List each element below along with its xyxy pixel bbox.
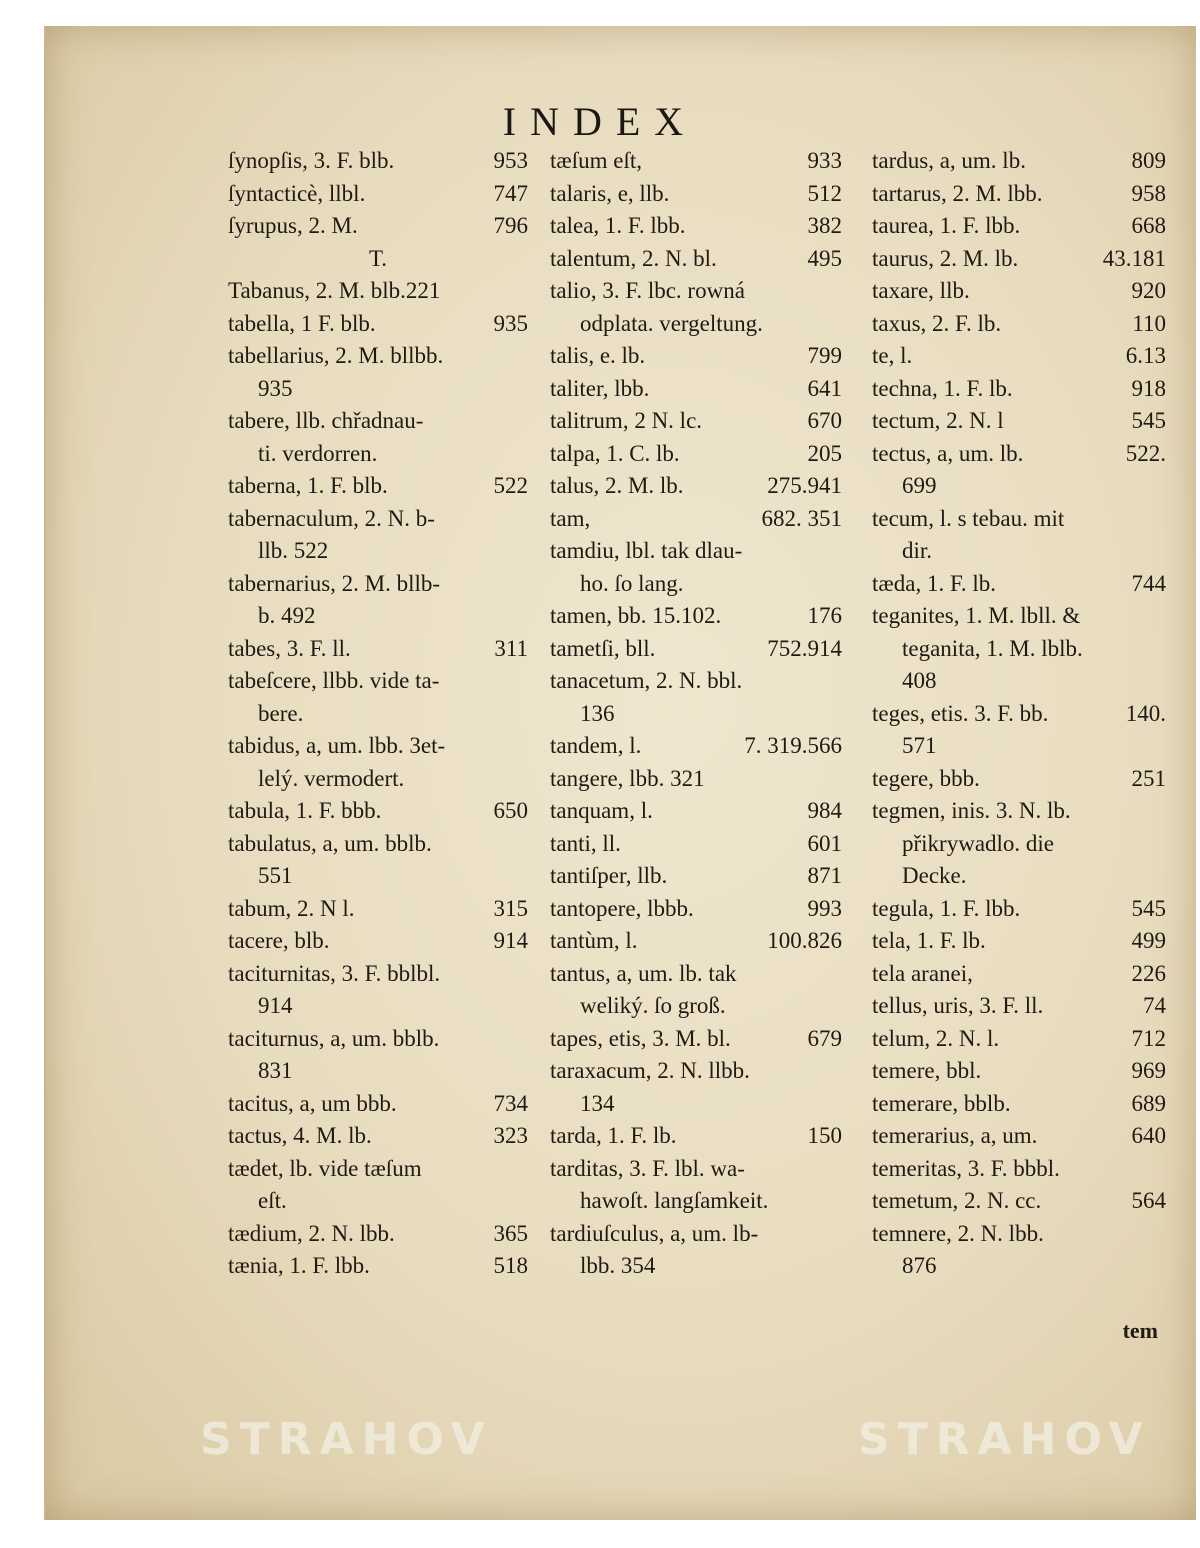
index-page-ref: 969 [1131,1058,1166,1083]
index-entry [550,730,842,763]
index-entry [550,1250,842,1283]
index-entry [550,860,842,893]
index-term: 571 [902,733,937,758]
index-page-ref: 512 [807,180,842,206]
index-term: tantùm, l. [550,928,638,953]
index-entry [228,1153,528,1186]
index-term: tegula, 1. F. lbb. [872,895,1021,921]
index-entry [228,958,528,991]
index-term: tabidus, a, um. lbb. 3et- [228,733,446,758]
index-term: přikrywadlo. die [902,830,1055,856]
index-term: tectus, a, um. lb. [872,440,1024,466]
index-term: taurea, 1. F. lbb. [872,213,1021,238]
index-entry [872,145,1166,178]
index-entry [872,958,1166,991]
index-entry [228,405,528,438]
index-term: tabulatus, a, um. bblb. [228,830,432,856]
index-entry [550,1088,842,1121]
index-term: tantopere, lbbb. [550,895,694,921]
index-entry [228,925,528,958]
index-entry [550,243,842,276]
index-term: te, l. [872,343,913,368]
index-term: 914 [258,993,293,1018]
index-entry [872,1088,1166,1121]
index-term: taurus, 2. M. lb. [872,245,1019,271]
index-page-ref: 6.13 [1125,343,1166,368]
index-page-ref: 140. [1125,700,1166,726]
index-entry [228,730,528,763]
index-term: tanacetum, 2. N. bbl. [550,668,743,693]
index-term: tecum, l. s tebau. mit [872,505,1065,531]
index-page-ref: 205 [807,440,842,466]
index-term: talpa, 1. C. lb. [550,440,680,466]
index-entry [550,828,842,861]
index-term: temerare, bblb. [872,1090,1011,1116]
index-entry [550,795,842,828]
watermark-left: STRAHOV [200,1414,493,1465]
index-page-ref: 499 [1131,928,1166,953]
index-entry [550,340,842,373]
index-entry [228,1120,528,1153]
index-entry [550,373,842,406]
index-entry [872,730,1166,763]
index-term: teganites, 1. M. lbll. & [872,603,1081,628]
index-column-1 [228,145,528,1283]
index-term: odplata. vergeltung. [580,310,763,336]
index-page-ref: 545 [1131,895,1166,921]
index-term: tabum, 2. N l. [228,895,355,921]
index-term: tanquam, l. [550,798,653,823]
index-entry [872,600,1166,633]
index-page-ref: 522. [1125,440,1166,466]
index-term: tardus, a, um. lb. [872,148,1026,173]
index-page-ref: 918 [1131,375,1166,401]
index-term: tacere, blb. [228,928,330,953]
index-entry [550,893,842,926]
index-entry [228,210,528,243]
index-column-2 [550,145,842,1283]
index-entry [228,1218,528,1251]
index-term: tela aranei, [872,960,973,986]
index-term: b. 492 [258,603,316,628]
index-term: tacitus, a, um bbb. [228,1090,397,1116]
index-entry [228,470,528,503]
index-page-ref: 670 [807,408,842,433]
index-term: temnere, 2. N. lbb. [872,1220,1044,1246]
index-entry [550,275,842,308]
index-page-ref: 682. 351 [761,505,842,531]
index-page-ref: 799 [807,343,842,368]
index-entry [872,633,1166,666]
index-term: lelý. vermodert. [258,765,405,791]
index-page-ref: 564 [1131,1188,1166,1213]
page-title: INDEX [502,99,698,144]
index-entry [872,470,1166,503]
index-entry [550,503,842,536]
index-entry [872,340,1166,373]
index-term: tæſum eſt, [550,148,642,173]
index-term: taciturnitas, 3. F. bblbl. [228,960,441,986]
index-term: talaris, e, llb. [550,180,670,206]
index-term: tandem, l. [550,733,642,758]
index-page-ref: 744 [1131,570,1166,596]
index-page-ref: 689 [1131,1090,1166,1116]
index-term: teganita, 1. M. lblb. [902,635,1083,661]
index-page-ref: 176 [807,603,842,628]
index-term: weliký. ſo groß. [580,993,726,1018]
index-term: tæda, 1. F. lb. [872,570,997,596]
index-term: 935 [258,375,293,401]
index-page-ref: 747 [493,180,528,206]
index-term: ti. verdorren. [258,440,378,466]
index-entry [872,698,1166,731]
index-entry [228,1055,528,1088]
index-term: 831 [258,1058,293,1083]
index-entry [228,893,528,926]
index-entry [872,1055,1166,1088]
index-term: taliter, lbb. [550,375,650,401]
index-entry [872,178,1166,211]
index-entry [872,210,1166,243]
index-entry [228,990,528,1023]
index-page-ref: 7. 319.566 [744,733,842,758]
index-entry [550,470,842,503]
index-term: Tabanus, 2. M. blb.221 [228,278,441,303]
index-entry [550,1185,842,1218]
index-page-ref: 495 [807,245,842,271]
index-term: tabere, llb. chřadnau- [228,408,424,433]
index-term: taciturnus, a, um. bblb. [228,1025,440,1051]
index-entry [228,568,528,601]
index-term: tarda, 1. F. lb. [550,1123,677,1148]
index-term: talis, e. lb. [550,343,646,368]
index-term: tellus, uris, 3. F. ll. [872,993,1044,1018]
index-entry [228,178,528,211]
index-page-ref: 953 [493,148,528,173]
index-entry [228,795,528,828]
catchword: tem [1122,1318,1158,1343]
index-page-ref: 712 [1131,1025,1166,1051]
index-term: tabeſcere, llbb. vide ta- [228,668,440,693]
index-page-ref: 275.941 [767,473,842,498]
index-term: ſyrupus, 2. M. [228,213,358,238]
index-page-ref: 734 [493,1090,528,1116]
index-entry [550,308,842,341]
index-term: ho. ſo lang. [580,570,684,596]
index-entry [228,308,528,341]
index-term: talea, 1. F. lbb. [550,213,686,238]
index-entry [550,1120,842,1153]
index-term: tapes, etis, 3. M. bl. [550,1025,731,1051]
index-term: 876 [902,1253,937,1278]
index-page-ref: 914 [493,928,528,953]
index-page-ref: 920 [1131,278,1166,303]
index-page-ref: 311 [494,635,528,661]
index-page-ref: 679 [807,1025,842,1051]
index-term: tædium, 2. N. lbb. [228,1220,395,1246]
index-term: llb. 522 [258,538,329,563]
index-page-ref: 641 [807,375,842,401]
index-term: tametſi, bll. [550,635,656,661]
index-entry [550,925,842,958]
index-term: hawoſt. langſamkeit. [580,1188,769,1213]
index-page-ref: 545 [1131,408,1166,433]
index-page-ref: 871 [807,863,842,888]
index-page-ref: 226 [1131,960,1166,986]
index-term: ſyntacticè, llbl. [228,180,366,206]
index-entry [550,568,842,601]
index-page-ref: 650 [493,798,528,823]
index-term: taberna, 1. F. blb. [228,473,388,498]
index-page-ref: 601 [807,830,842,856]
index-page-ref: 935 [493,310,528,336]
index-entry [228,665,528,698]
index-term: techna, 1. F. lb. [872,375,1013,401]
index-page-ref: 796 [493,213,528,238]
index-term: 699 [902,473,937,498]
index-term: temetum, 2. N. cc. [872,1188,1042,1213]
index-entry [228,503,528,536]
index-entry [872,405,1166,438]
index-entry [872,535,1166,568]
index-term: temeritas, 3. F. bbbl. [872,1155,1060,1181]
index-entry [872,860,1166,893]
index-entry [550,145,842,178]
index-term: 134 [580,1090,615,1116]
index-entry [550,438,842,471]
index-entry [228,860,528,893]
index-term: tabula, 1. F. bbb. [228,798,382,823]
index-entry [228,373,528,406]
index-entry [550,1023,842,1056]
index-term: Decke. [902,863,967,888]
index-entry [550,665,842,698]
index-term: tactus, 4. M. lb. [228,1123,372,1148]
index-entry [872,1250,1166,1283]
index-page-ref: 382 [807,213,842,238]
index-term: ſynopſis, 3. F. blb. [228,148,395,173]
index-page-ref: 640 [1131,1123,1166,1148]
index-term: tangere, lbb. 321 [550,765,705,791]
index-term: tænia, 1. F. lbb. [228,1253,370,1278]
index-term: tabernaculum, 2. N. b- [228,505,435,531]
index-term: taraxacum, 2. N. llbb. [550,1058,750,1083]
index-term: 136 [580,700,615,726]
index-page-ref: 522 [493,473,528,498]
index-term: talus, 2. M. lb. [550,473,684,498]
index-term: teges, etis. 3. F. bb. [872,700,1049,726]
index-entry [872,763,1166,796]
index-entry [228,1088,528,1121]
index-term: tantiſper, llb. [550,863,668,888]
index-term: bere. [258,700,304,726]
index-page-ref: 251 [1131,765,1166,791]
index-entry [872,275,1166,308]
index-entry [872,308,1166,341]
index-entry [550,990,842,1023]
index-entry [228,535,528,568]
index-entry [872,373,1166,406]
index-entry [228,633,528,666]
index-entry [550,210,842,243]
index-page-ref: 74 [1143,993,1166,1018]
index-entry [872,795,1166,828]
index-column-3 [872,145,1166,1283]
index-page-ref: 110 [1132,310,1166,336]
index-term: tela, 1. F. lb. [872,928,986,953]
index-term: tanti, ll. [550,830,621,856]
index-entry [872,243,1166,276]
index-entry [228,698,528,731]
index-page-ref: 43.181 [1102,245,1166,271]
index-term: temerarius, a, um. [872,1123,1038,1148]
index-entry [872,1185,1166,1218]
index-term: 408 [902,668,937,693]
index-entry [550,178,842,211]
index-term: tamen, bb. 15.102. [550,603,722,628]
index-term: tegere, bbb. [872,765,980,791]
index-entry [550,763,842,796]
index-page-ref: 993 [807,895,842,921]
index-entry [228,275,528,308]
index-page-ref: 100.826 [767,928,842,953]
index-entry [550,1153,842,1186]
index-term: 551 [258,863,293,888]
index-entry [872,893,1166,926]
index-entry [872,438,1166,471]
index-entry [228,1185,528,1218]
index-entry [872,990,1166,1023]
index-term: tam, [550,505,591,531]
index-entry [550,1218,842,1251]
index-entry [872,1153,1166,1186]
index-term: talio, 3. F. lbc. rowná [550,278,745,303]
index-term: tabes, 3. F. ll. [228,635,351,661]
index-page-ref: 518 [493,1253,528,1278]
index-entry [550,405,842,438]
index-entry [550,698,842,731]
index-term: tartarus, 2. M. lbb. [872,180,1043,206]
index-entry [872,1120,1166,1153]
index-entry [550,633,842,666]
index-page-ref: 323 [493,1123,528,1148]
index-term: taxare, llb. [872,278,970,303]
index-term: tabellarius, 2. M. bllbb. [228,343,444,368]
index-page-ref: 958 [1131,180,1166,206]
index-term: tardiuſculus, a, um. lb- [550,1220,759,1246]
index-entry [228,1023,528,1056]
index-term: taxus, 2. F. lb. [872,310,1002,336]
index-term: eſt. [258,1188,287,1213]
index-term: dir. [902,538,933,563]
index-term: tamdiu, lbl. tak dlau- [550,538,743,563]
index-entry [550,958,842,991]
index-term: talitrum, 2 N. lc. [550,408,703,433]
index-entry [872,503,1166,536]
index-term: tabella, 1 F. blb. [228,310,376,336]
index-entry [550,1055,842,1088]
index-page-ref: 668 [1131,213,1166,238]
index-entry [872,568,1166,601]
index-entry [228,1250,528,1283]
index-entry [228,243,528,276]
index-entry [228,438,528,471]
index-page-ref: 933 [807,148,842,173]
index-entry [872,1218,1166,1251]
index-term: tectum, 2. N. l [872,408,1004,433]
index-entry [872,828,1166,861]
index-term: tabernarius, 2. M. bllb- [228,570,441,596]
index-page-ref: 150 [807,1123,842,1148]
index-term: talentum, 2. N. bl. [550,245,717,271]
index-entry [228,763,528,796]
index-page-ref: 752.914 [767,635,842,661]
index-page-ref: 984 [807,798,842,823]
index-page-ref: 315 [493,895,528,921]
index-term: tegmen, inis. 3. N. lb. [872,798,1071,823]
index-term: lbb. 354 [580,1253,656,1278]
index-page-ref: 365 [493,1220,528,1246]
index-entry [228,828,528,861]
index-entry [228,340,528,373]
index-term: temere, bbl. [872,1058,982,1083]
index-page-ref: 809 [1131,148,1166,173]
index-entry [872,925,1166,958]
watermark-right: STRAHOV [858,1414,1151,1465]
index-entry [228,145,528,178]
index-entry [550,535,842,568]
index-term: tantus, a, um. lb. tak [550,960,737,986]
index-entry [872,665,1166,698]
index-term: telum, 2. N. l. [872,1025,1000,1051]
index-term: tædet, lb. vide tæſum [228,1155,422,1181]
index-term: T. [368,245,388,271]
index-entry [550,600,842,633]
index-entry [872,1023,1166,1056]
index-entry [228,600,528,633]
index-term: tarditas, 3. F. lbl. wa- [550,1155,745,1181]
